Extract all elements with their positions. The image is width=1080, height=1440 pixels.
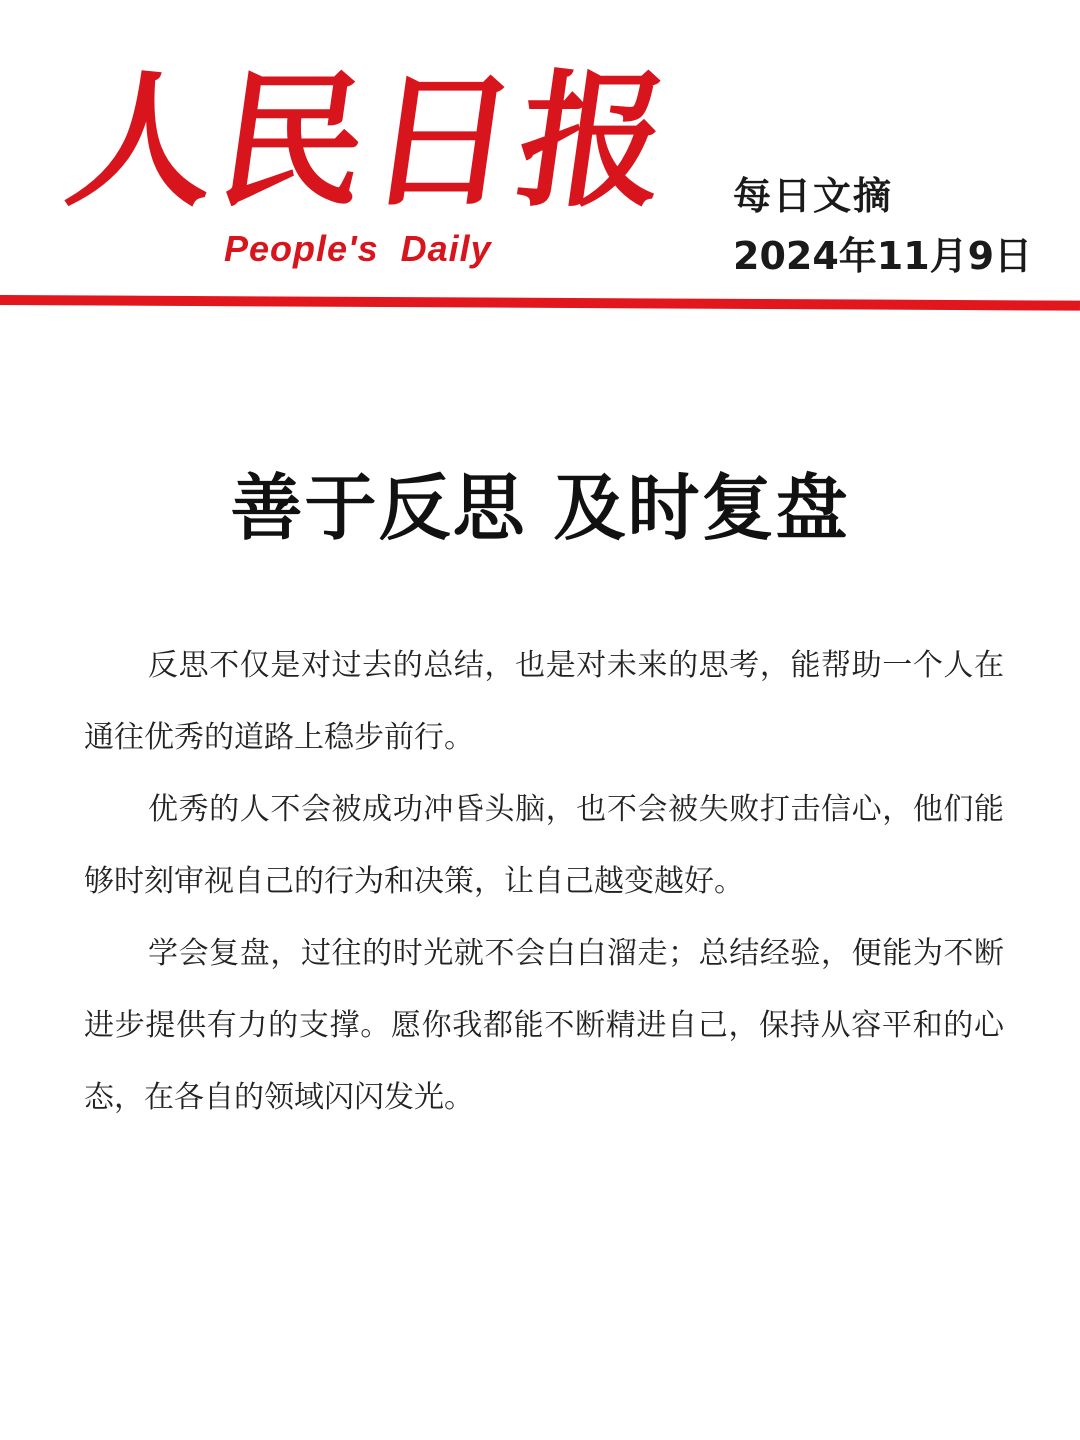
article-headline: 善于反思 及时复盘 bbox=[230, 466, 850, 550]
masthead-logo-chinese: 人民日报 bbox=[58, 56, 683, 227]
column-name: 每日文摘 bbox=[733, 174, 894, 218]
article-paragraph: 反思不仅是对过去的总结，也是对未来的思考，能帮助一个人在通往优秀的道路上稳步前行。 bbox=[84, 648, 1004, 755]
article-paragraph: 学会复盘，过往的时光就不会白白溜走；总结经验，便能为不断进步提供有力的支撑。愿你我都能不断精进自己，保持从容平和的心态，在各自的领域闪闪发光。 bbox=[84, 936, 1004, 1115]
header-divider bbox=[0, 295, 1080, 311]
article-paragraph: 优秀的人不会被成功冲昏头脑，也不会被失败打击信心，他们能够时刻审视自己的行为和决策，让自己越变越好。 bbox=[84, 792, 1004, 899]
issue-date: 2024年11月9日 bbox=[733, 234, 1033, 278]
article-body bbox=[84, 630, 1004, 1134]
masthead-logo-english: People's Daily bbox=[224, 228, 492, 269]
